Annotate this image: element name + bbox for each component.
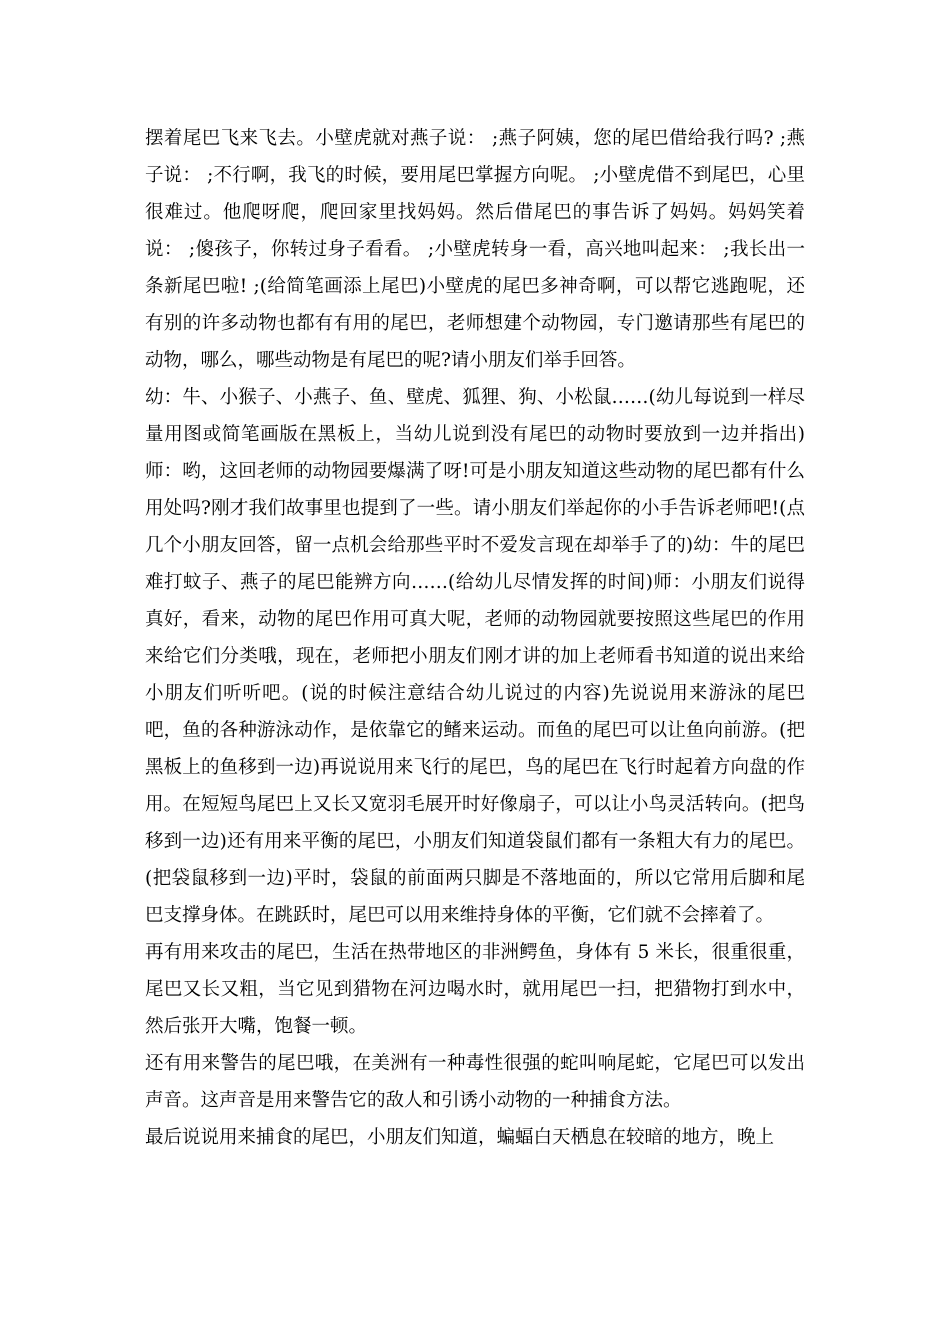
document-body bbox=[145, 120, 805, 1156]
paragraph-3: 再有用来攻击的尾巴，生活在热带地区的非洲鳄鱼，身体有 5 米长，很重很重，尾巴又长又粗，当它见到猎物在河边喝水时，就用尾巴一扫，把猎物打到水中，然后张开大嘴，饱餐一顿。 bbox=[145, 942, 805, 1037]
paragraph-4: 还有用来警告的尾巴哦，在美洲有一种毒性很强的蛇叫响尾蛇，它尾巴可以发出声音。这声音是用来警告它的敌人和引诱小动物的一种捕食方法。 bbox=[145, 1053, 805, 1111]
paragraph-1: 摆着尾巴飞来飞去。小壁虎就对燕子说： ;燕子阿姨，您的尾巴借给我行吗? ;燕子说： ;不行啊，我飞的时候，要用尾巴掌握方向呢。 ;小壁虎借不到尾巴，心里很难过。他爬呀爬，爬回家里找妈妈。然后借尾巴的事告诉了妈妈。妈妈笑着说： ;傻孩子，你转过身子看看。 ;小壁虎转身一看，高兴地叫起来： ;我长出一条新尾巴啦! ;(给简笔画添上尾巴)小壁虎的尾巴多神奇啊，可以帮它逃跑呢，还有别的许多动物也都有有用的尾巴，老师想建个动物园，专门邀请那些有尾巴的动物，哪么，哪些动物是有尾巴的呢?请小朋友们举手回答。 bbox=[145, 128, 805, 371]
paragraph-5: 最后说说用来捕食的尾巴，小朋友们知道，蝙蝠白天栖息在较暗的地方，晚上 bbox=[145, 1127, 775, 1148]
paragraph-2: 幼：牛、小猴子、小燕子、鱼、壁虎、狐狸、狗、小松鼠……(幼儿每说到一样尽量用图或简笔画版在黑板上，当幼儿说到没有尾巴的动物时要放到一边并指出)师：哟，这回老师的动物园要爆满了呀!可是小朋友知道这些动物的尾巴都有什么用处吗?刚才我们故事里也提到了一些。请小朋友们举起你的小手告诉老师吧!(点几个小朋友回答，留一点机会给那些平时不爱发言现在却举手了的)幼：牛的尾巴难打蚊子、燕子的尾巴能辨方向……(给幼儿尽情发挥的时间)师：小朋友们说得真好，看来，动物的尾巴作用可真大呢，老师的动物园就要按照这些尾巴的作用来给它们分类哦，现在，老师把小朋友们刚才讲的加上老师看书知道的说出来给小朋友们听听吧。(说的时候注意结合幼儿说过的内容)先说说用来游泳的尾巴吧，鱼的各种游泳动作，是依靠它的鳍来运动。而鱼的尾巴可以让鱼向前游。(把黑板上的鱼移到一边)再说说用来飞行的尾巴，鸟的尾巴在飞行时起着方向盘的作用。在短短鸟尾巴上又长又宽羽毛展开时好像扇子，可以让小鸟灵活转向。(把鸟移到一边)还有用来平衡的尾巴，小朋友们知道袋鼠们都有一条粗大有力的尾巴。(把袋鼠移到一边)平时，袋鼠的前面两只脚是不落地面的，所以它常用后脚和尾巴支撑身体。在跳跃时，尾巴可以用来维持身体的平衡，它们就不会摔着了。 bbox=[145, 387, 805, 926]
